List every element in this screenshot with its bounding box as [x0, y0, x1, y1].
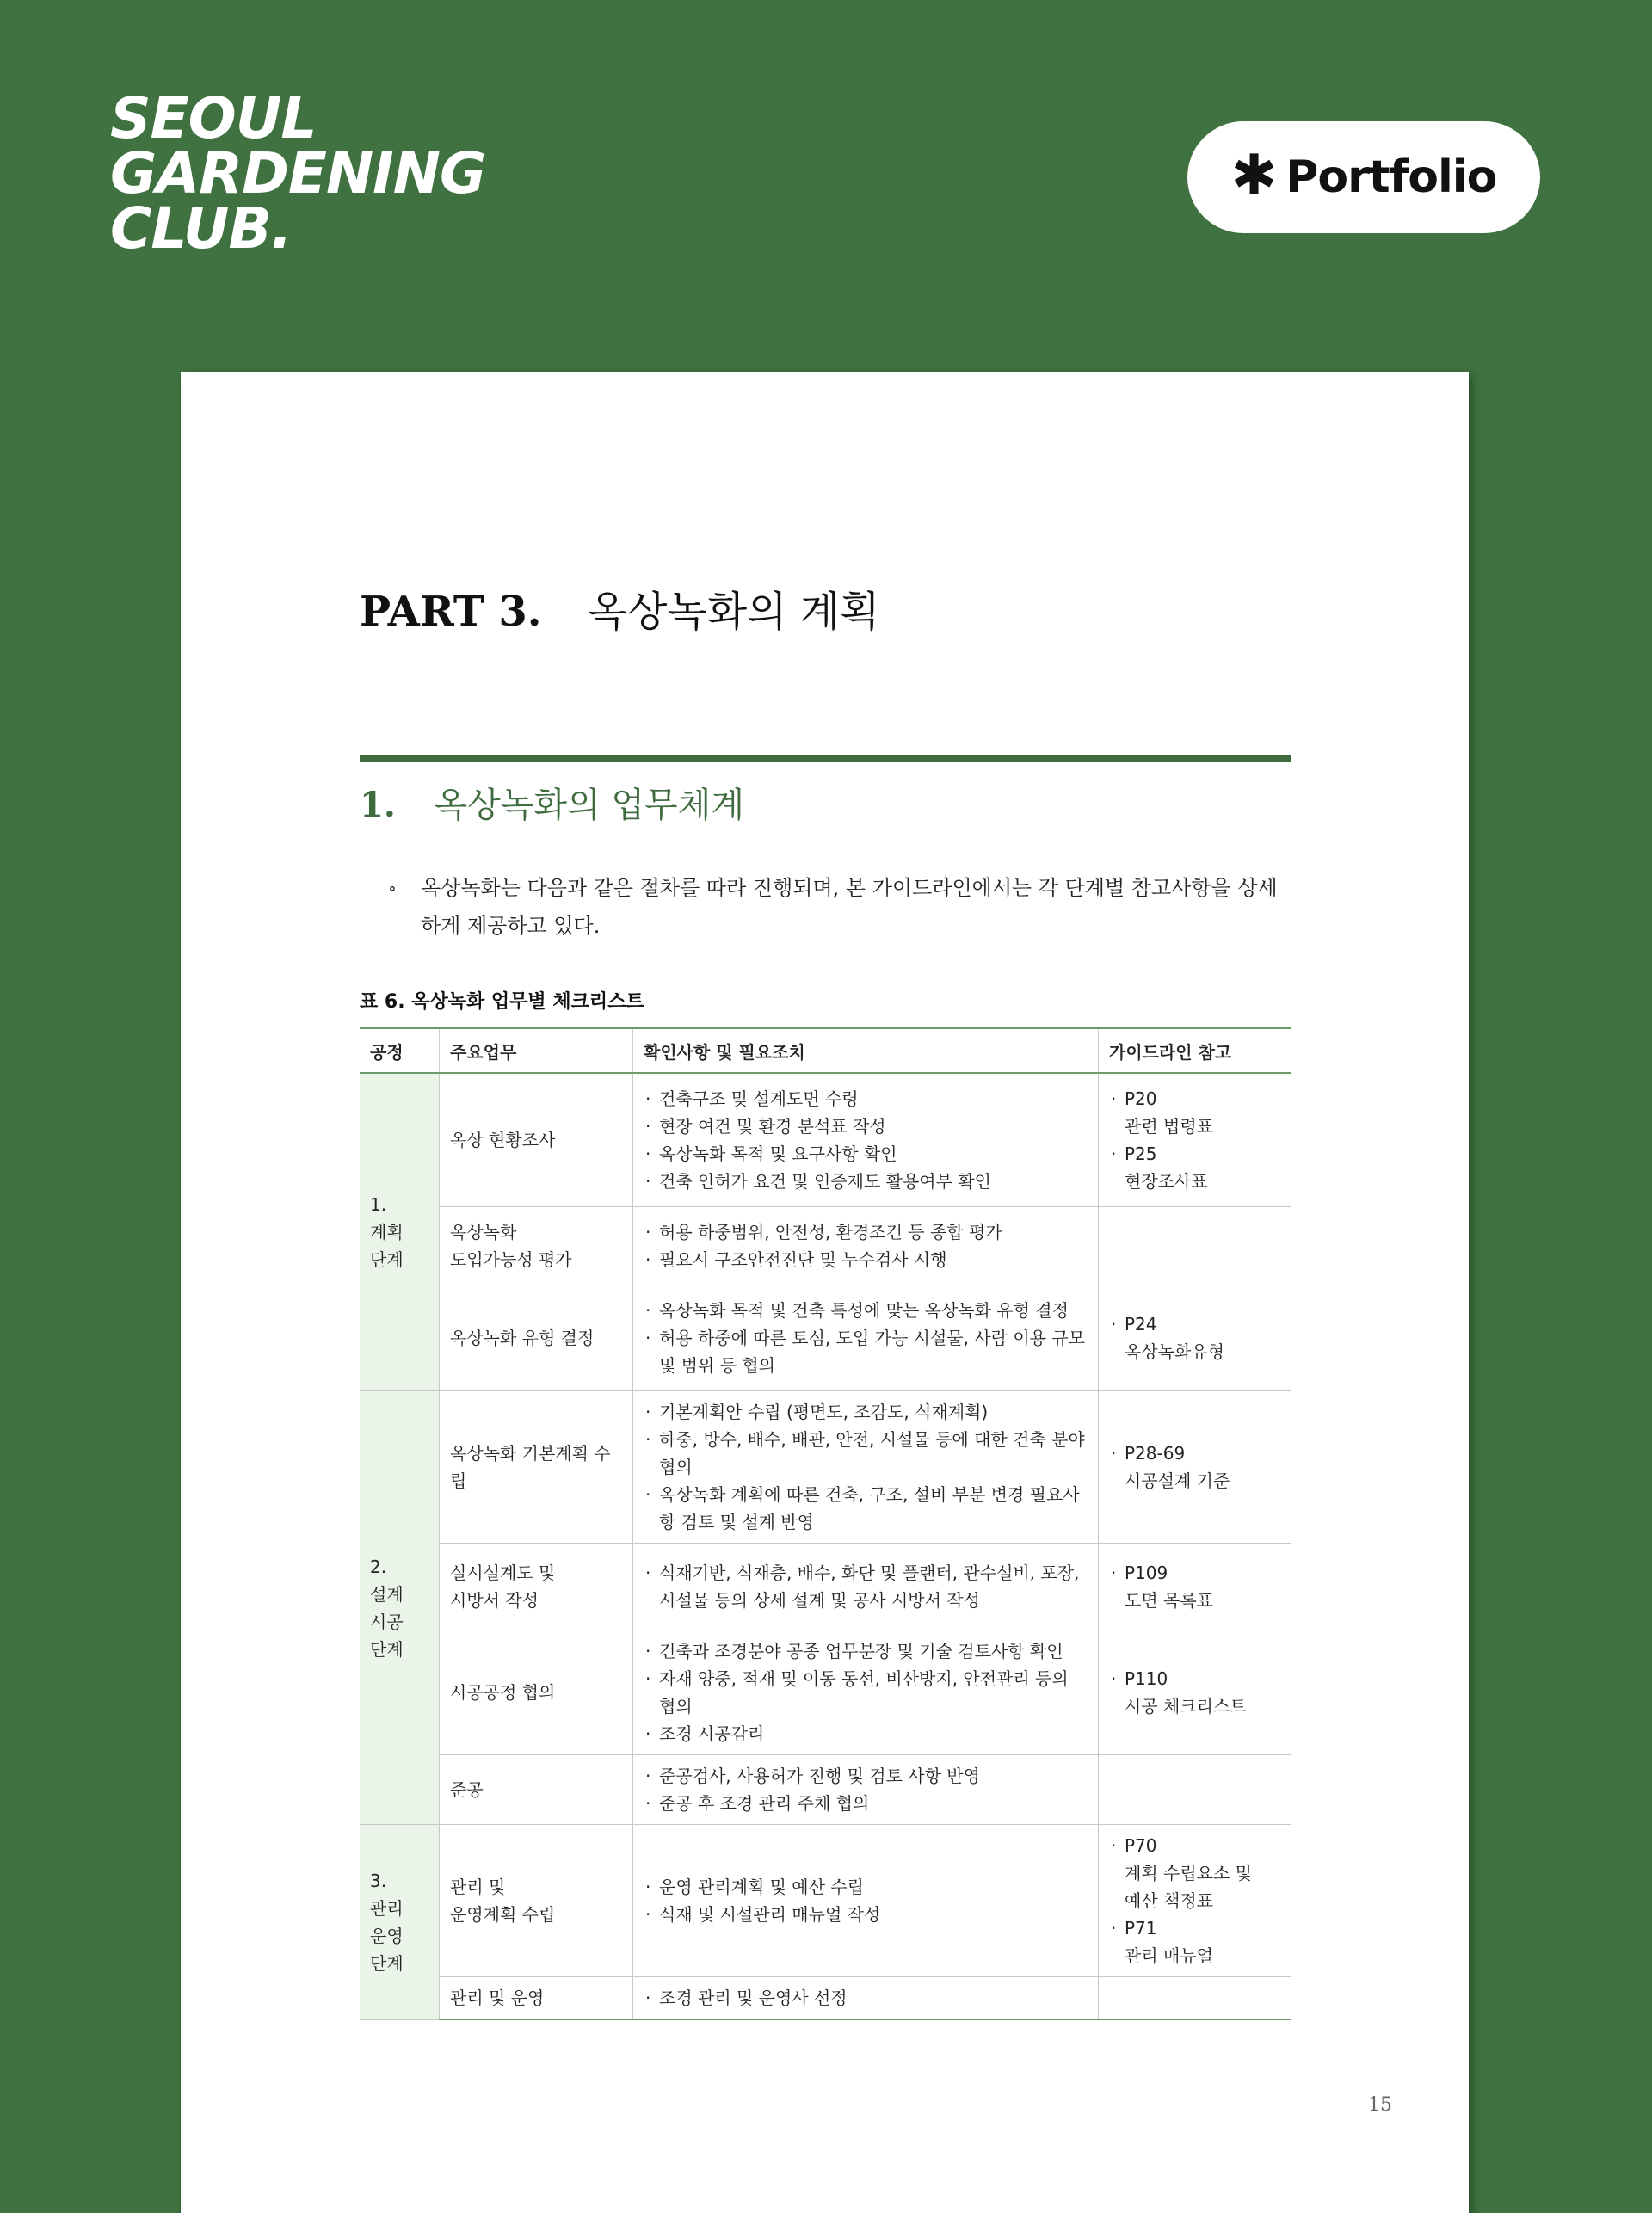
refs-list	[1109, 1665, 1280, 1720]
task-cell: 관리 및 운영	[440, 1977, 633, 2020]
checks-list	[644, 1762, 1088, 1817]
ref-item: · P110 시공 체크리스트	[1109, 1665, 1280, 1720]
task-cell: 옥상녹화 도입가능성 평가	[440, 1207, 633, 1285]
table-caption: 표 6. 옥상녹화 업무별 체크리스트	[360, 991, 644, 1013]
checks-cell	[633, 1825, 1099, 1977]
check-item: · 옥상녹화 목적 및 요구사항 확인	[644, 1140, 1088, 1168]
paragraph-text: 옥상녹화는 다음과 같은 절차를 따라 진행되며, 본 가이드라인에서는 각 단계별 참고사항을 상세하게 제공하고 있다.	[421, 876, 1278, 938]
refs-cell	[1099, 1977, 1291, 2020]
check-item: · 자재 양중, 적재 및 이동 동선, 비산방지, 안전관리 등의 협의	[644, 1665, 1088, 1720]
task-cell: 시공공정 협의	[440, 1630, 633, 1755]
table-row	[360, 1073, 1291, 1207]
check-item: · 하중, 방수, 배수, 배관, 안전, 시설물 등에 대한 건축 분야 협의	[644, 1426, 1088, 1481]
page-number: 15	[1368, 2094, 1392, 2116]
check-item: · 조경 관리 및 운영사 선정	[644, 1984, 1088, 2012]
refs-cell	[1099, 1207, 1291, 1285]
ref-item: · P70 계획 수립요소 및 예산 책정표	[1109, 1832, 1280, 1914]
check-item: · 허용 하중범위, 안전성, 환경조건 등 종합 평가	[644, 1218, 1088, 1246]
check-item: · 준공 후 조경 관리 주체 협의	[644, 1790, 1088, 1817]
checks-cell	[633, 1073, 1099, 1207]
table-row	[360, 1755, 1291, 1825]
checks-list	[644, 1218, 1088, 1273]
checks-cell	[633, 1544, 1099, 1630]
stage-cell: 2. 설계 시공 단계	[360, 1391, 440, 1825]
table-row	[360, 1285, 1291, 1391]
check-item: · 운영 관리계획 및 예산 수립	[644, 1873, 1088, 1901]
refs-list	[1109, 1832, 1280, 1970]
portfolio-button[interactable]	[1187, 121, 1540, 233]
check-item: · 준공검사, 사용허가 진행 및 검토 사항 반영	[644, 1762, 1088, 1790]
paragraph-marker: ∘	[388, 878, 397, 898]
part-label: PART 3.	[360, 588, 542, 636]
check-item: · 건축구조 및 설계도면 수령	[644, 1085, 1088, 1113]
table-row	[360, 1544, 1291, 1630]
task-cell: 옥상 현황조사	[440, 1073, 633, 1207]
table-row	[360, 1825, 1291, 1977]
checks-list	[644, 1398, 1088, 1536]
checks-cell	[633, 1207, 1099, 1285]
header-task: 주요업무	[440, 1028, 633, 1073]
refs-list	[1109, 1310, 1280, 1365]
stage-cell: 1. 계획 단계	[360, 1073, 440, 1391]
checks-list	[644, 1559, 1088, 1614]
header-refs: 가이드라인 참고	[1099, 1028, 1291, 1073]
task-cell: 관리 및 운영계획 수립	[440, 1825, 633, 1977]
section-title	[360, 778, 744, 827]
refs-cell	[1099, 1285, 1291, 1391]
brand-line-3: CLUB.	[110, 195, 292, 262]
task-cell: 준공	[440, 1755, 633, 1825]
task-cell: 실시설계도 및 시방서 작성	[440, 1544, 633, 1630]
checks-cell	[633, 1977, 1099, 2020]
part-name: 옥상녹화의 계획	[587, 588, 880, 636]
refs-cell	[1099, 1630, 1291, 1755]
table-header-row	[360, 1028, 1291, 1073]
checks-cell	[633, 1755, 1099, 1825]
refs-cell	[1099, 1825, 1291, 1977]
check-item: · 조경 시공감리	[644, 1720, 1088, 1748]
table-row	[360, 1207, 1291, 1285]
intro-paragraph	[388, 869, 1295, 945]
asterisk-icon: ✱	[1230, 144, 1278, 207]
refs-list	[1109, 1559, 1280, 1614]
checks-list	[644, 1873, 1088, 1928]
check-item: · 건축 인허가 요건 및 인증제도 활용여부 확인	[644, 1168, 1088, 1195]
checks-cell	[633, 1391, 1099, 1544]
table-row	[360, 1977, 1291, 2020]
portfolio-button-label: Portfolio	[1285, 151, 1497, 203]
ref-item: · P109 도면 목록표	[1109, 1559, 1280, 1614]
refs-cell	[1099, 1391, 1291, 1544]
refs-cell	[1099, 1073, 1291, 1207]
part-title	[360, 578, 880, 638]
checks-cell	[633, 1285, 1099, 1391]
brand-logo	[110, 85, 486, 262]
check-item: · 식재 및 시설관리 매뉴얼 작성	[644, 1901, 1088, 1928]
section-number: 1.	[360, 785, 396, 825]
task-cell: 옥상녹화 기본계획 수립	[440, 1391, 633, 1544]
check-item: · 허용 하중에 따른 토심, 도입 가능 시설물, 사람 이용 규모 및 범위 등 협의	[644, 1324, 1088, 1379]
ref-item: · P24 옥상녹화유형	[1109, 1310, 1280, 1365]
table-row	[360, 1391, 1291, 1544]
checks-list	[644, 1984, 1088, 2012]
checks-cell	[633, 1630, 1099, 1755]
stage-cell: 3. 관리 운영 단계	[360, 1825, 440, 2020]
header-checks: 확인사항 및 필요조치	[633, 1028, 1099, 1073]
refs-list	[1109, 1439, 1280, 1495]
ref-item: · P28-69 시공설계 기준	[1109, 1439, 1280, 1495]
document-page	[181, 372, 1469, 2213]
refs-list	[1109, 1085, 1280, 1195]
ref-item: · P25 현장조사표	[1109, 1140, 1280, 1195]
table-row	[360, 1630, 1291, 1755]
ref-item: · P71 관리 매뉴얼	[1109, 1914, 1280, 1970]
checks-list	[644, 1085, 1088, 1195]
refs-cell	[1099, 1755, 1291, 1825]
check-item: · 기본계획안 수립 (평면도, 조감도, 식재계획)	[644, 1398, 1088, 1426]
task-cell: 옥상녹화 유형 결정	[440, 1285, 633, 1391]
section-title-text: 옥상녹화의 업무체계	[434, 786, 744, 825]
brand-line-1: SEOUL	[110, 85, 317, 151]
check-item: · 현장 여건 및 환경 분석표 작성	[644, 1113, 1088, 1140]
check-item: · 건축과 조경분야 공종 업무분장 및 기술 검토사항 확인	[644, 1637, 1088, 1665]
ref-item: · P20 관련 법령표	[1109, 1085, 1280, 1140]
checks-list	[644, 1637, 1088, 1748]
section-divider	[360, 755, 1291, 762]
check-item: · 옥상녹화 계획에 따른 건축, 구조, 설비 부분 변경 필요사항 검토 및 설계 반영	[644, 1481, 1088, 1536]
brand-line-2: GARDENING	[110, 140, 486, 207]
checks-list	[644, 1297, 1088, 1379]
refs-cell	[1099, 1544, 1291, 1630]
check-item: · 옥상녹화 목적 및 건축 특성에 맞는 옥상녹화 유형 결정	[644, 1297, 1088, 1324]
checklist-table	[360, 1027, 1291, 2020]
check-item: · 식재기반, 식재층, 배수, 화단 및 플랜터, 관수설비, 포장, 시설물 등의 상세 설계 및 공사 시방서 작성	[644, 1559, 1088, 1614]
header-stage: 공정	[360, 1028, 440, 1073]
check-item: · 필요시 구조안전진단 및 누수검사 시행	[644, 1246, 1088, 1273]
